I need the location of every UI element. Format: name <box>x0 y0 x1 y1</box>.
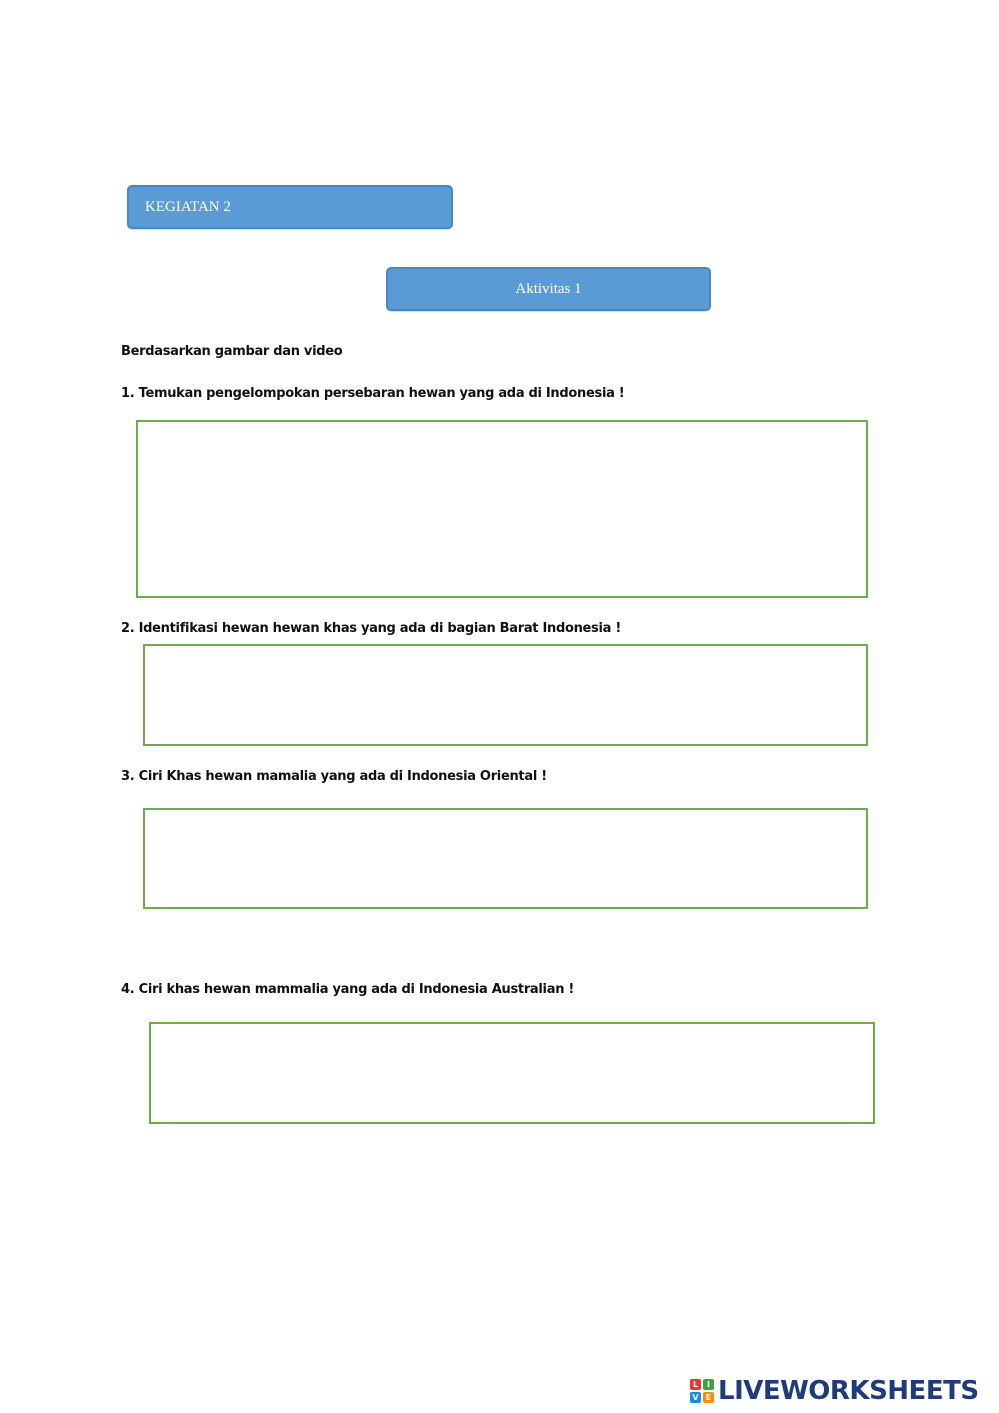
answer-box-4[interactable] <box>149 1022 875 1124</box>
aktivitas-label: Aktivitas 1 <box>515 280 582 297</box>
logo-text: LIVEWORKSHEETS <box>718 1376 979 1406</box>
question-2: 2. Identifikasi hewan hewan khas yang ada di bagian Barat Indonesia ! <box>121 621 621 636</box>
answer-box-1[interactable] <box>136 420 868 598</box>
liveworksheets-logo-icon <box>690 1379 714 1403</box>
intro-text: Berdasarkan gambar dan video <box>121 344 343 359</box>
logo-mark-letter: L <box>690 1379 701 1390</box>
kegiatan-banner <box>127 185 453 229</box>
logo-mark-letter: E <box>703 1392 714 1403</box>
question-1: 1. Temukan pengelompokan persebaran hewan yang ada di Indonesia ! <box>121 386 625 401</box>
aktivitas-banner <box>386 267 711 311</box>
liveworksheets-logo <box>690 1376 979 1406</box>
logo-mark-letter: I <box>703 1379 714 1390</box>
answer-box-2[interactable] <box>143 644 868 746</box>
answer-box-3[interactable] <box>143 808 868 909</box>
kegiatan-label: KEGIATAN 2 <box>145 198 231 215</box>
logo-mark-letter: V <box>690 1392 701 1403</box>
question-4: 4. Ciri khas hewan mammalia yang ada di Indonesia Australian ! <box>121 982 574 997</box>
question-3: 3. Ciri Khas hewan mamalia yang ada di Indonesia Oriental ! <box>121 769 547 784</box>
